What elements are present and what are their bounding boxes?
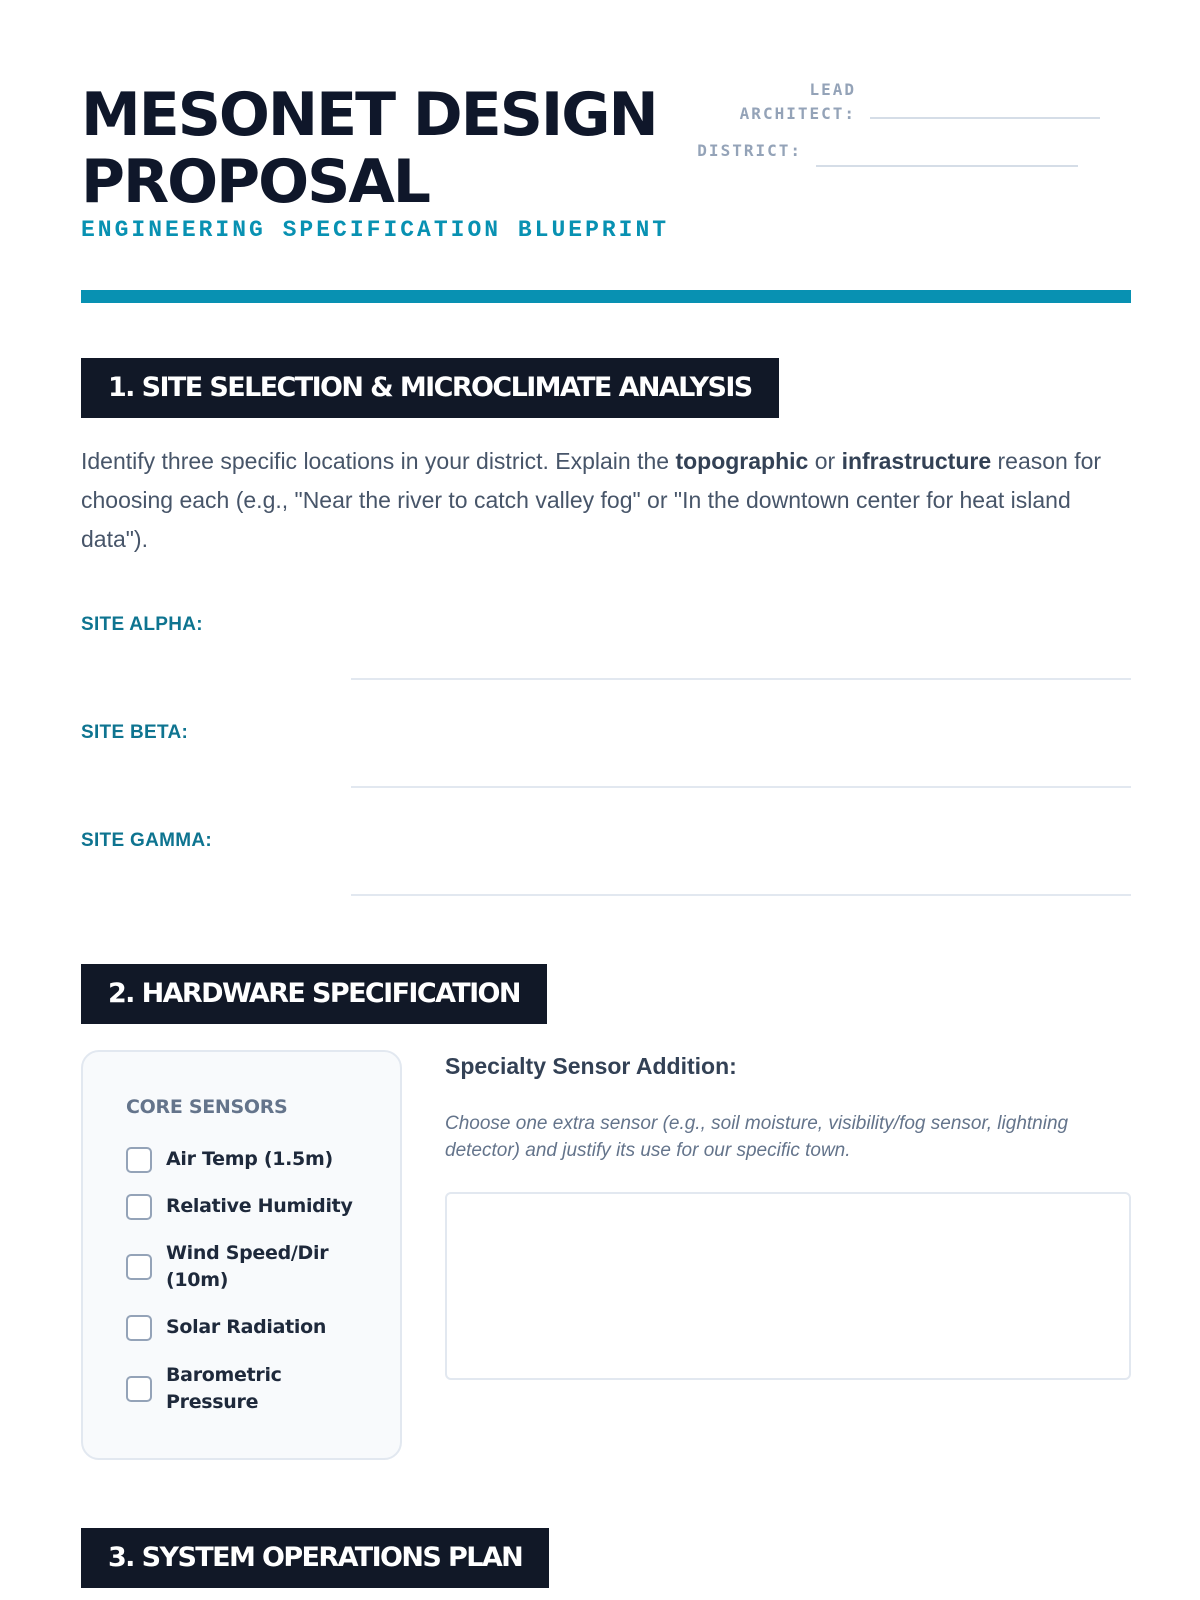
lead-architect-field[interactable] [870,117,1100,119]
solar-radiation-checkbox[interactable] [126,1315,152,1341]
specialty-sensor-response-box[interactable] [445,1192,1131,1380]
section-3-heading: 3. SYSTEM OPERATIONS PLAN [81,1528,549,1588]
district-label: DISTRICT: [697,141,802,160]
district-field[interactable] [816,165,1078,167]
site-alpha-field[interactable] [351,678,1131,680]
core-sensors-heading: CORE SENSORS [126,1096,288,1118]
barometric-pressure-checkbox[interactable] [126,1376,152,1402]
section-1-heading: 1. SITE SELECTION & MICROCLIMATE ANALYSIS [81,358,779,418]
wind-speed-dir-checkbox[interactable] [126,1254,152,1280]
site-gamma-field[interactable] [351,894,1131,896]
section-1-instructions: Identify three specific locations in your district. Explain the topographic or infrastructure reason for choosing each (e.g., "Near the river to catch valley fog" or "In the downtown center for heat island data"). [81,448,1102,552]
sensor-label: Wind Speed/Dir (10m) [166,1242,329,1291]
sensor-solar-radiation[interactable] [126,1314,386,1341]
air-temp-checkbox[interactable] [126,1147,152,1173]
sensor-label: Barometric Pressure [166,1364,282,1413]
site-beta-field[interactable] [351,786,1131,788]
relative-humidity-checkbox[interactable] [126,1194,152,1220]
worksheet-page [81,0,1131,1600]
document-subtitle: ENGINEERING SPECIFICATION BLUEPRINT [81,217,670,243]
document-title: MESONET DESIGN PROPOSAL [81,80,657,217]
site-alpha-label: SITE ALPHA: [81,614,203,635]
specialty-sensor-title: Specialty Sensor Addition: [445,1053,737,1079]
core-sensors-panel [81,1050,402,1460]
header-divider [81,290,1131,303]
sensor-label: Relative Humidity [166,1195,353,1217]
sensor-barometric-pressure[interactable] [126,1362,301,1416]
site-beta-label: SITE BETA: [81,722,189,743]
site-gamma-label: SITE GAMMA: [81,830,213,851]
sensor-relative-humidity[interactable] [126,1193,386,1220]
document-header [81,82,1131,282]
sensor-label: Air Temp (1.5m) [166,1148,333,1170]
sensor-wind-speed-dir[interactable] [126,1240,336,1294]
section-2-heading: 2. HARDWARE SPECIFICATION [81,964,547,1024]
sensor-air-temp[interactable] [126,1146,386,1173]
lead-architect-label: LEAD ARCHITECT: [739,80,856,123]
sensor-label: Solar Radiation [166,1316,327,1338]
specialty-sensor-instructions: Choose one extra sensor (e.g., soil moisture, visibility/fog sensor, lightning detector) and justify its use for our specific town. [445,1113,1069,1161]
